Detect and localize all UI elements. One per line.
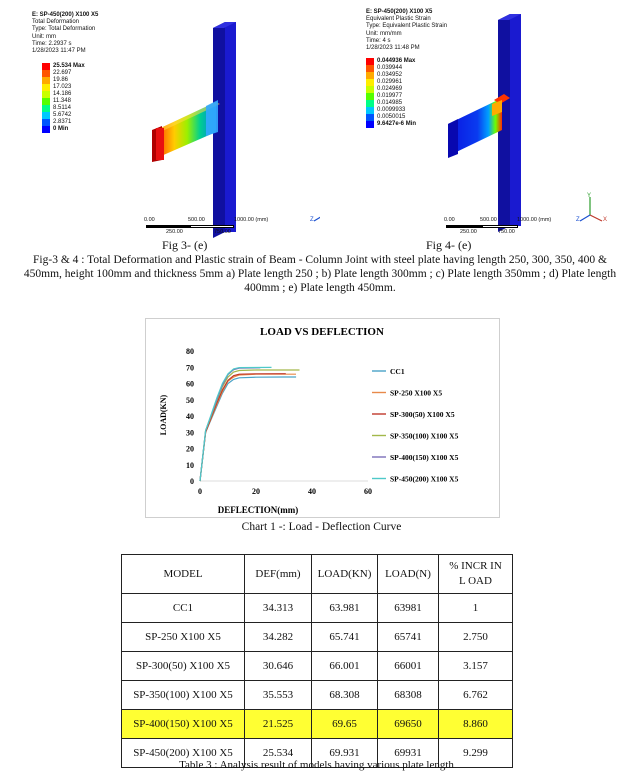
- legend-label: 25.534 Max: [53, 63, 85, 69]
- table-caption: Table 3 : Analysis result of models having various plate length: [179, 759, 454, 771]
- legend-label: 0 Min: [53, 126, 69, 132]
- fig4-header-line: Unit: mm/mm: [366, 30, 402, 37]
- legend-label: 0.014985: [377, 100, 403, 106]
- table-row: [122, 623, 513, 652]
- legend-label: 2.8371: [53, 119, 72, 125]
- series-line: [200, 377, 296, 481]
- legend-label: 0.019977: [377, 93, 403, 99]
- table-header-row: [122, 555, 513, 594]
- legend-entry: SP-250 X100 X5: [390, 388, 443, 398]
- legend-label: 9.6427e-6 Min: [377, 121, 417, 127]
- fig4-header-line: 1/28/2023 11:48 PM: [366, 45, 420, 52]
- table-cell: 65741: [378, 623, 439, 652]
- scale-label: 500.00: [188, 217, 205, 223]
- fig3-header-line: Total Deformation: [32, 19, 80, 26]
- table-cell: 21.525: [245, 710, 312, 739]
- scale-label: 1000.00 (mm): [517, 217, 552, 223]
- fig4-axis-triad-icon: [576, 191, 610, 225]
- table-cell: SP-400(150) X100 X5: [122, 710, 245, 739]
- y-tick-label: 0: [190, 477, 194, 486]
- table-cell: 68.308: [312, 681, 378, 710]
- scale-label: 250.00: [460, 229, 477, 235]
- y-tick-label: 70: [186, 363, 194, 373]
- table-cell: SP-350(100) X100 X5: [122, 681, 245, 710]
- chart-svg: [146, 319, 499, 517]
- legend-label: 0.0050015: [377, 114, 406, 120]
- triad-x-label: X: [603, 217, 608, 223]
- fig4-header-line: Type: Equivalent Plastic Strain: [366, 23, 448, 30]
- legend-entry: SP-400(150) X100 X5: [390, 453, 459, 462]
- fig3-header-line: Type: Total Deformation: [32, 26, 96, 33]
- scale-label: 500.00: [480, 217, 497, 223]
- fig3-header-line: Unit: mm: [32, 33, 56, 40]
- chart-title: LOAD VS DEFLECTION: [260, 326, 384, 338]
- table-cell: 66001: [378, 652, 439, 681]
- scale-label: 750.00: [214, 229, 231, 235]
- table-cell: 69931: [378, 739, 439, 768]
- legend-label: 8.5114: [53, 105, 71, 111]
- fig3-header-line: E: SP-450(200) X100 X5: [32, 12, 99, 18]
- caption-line: 400mm ; e) Plate length 450mm.: [244, 282, 396, 294]
- legend-label: 0.039944: [377, 65, 403, 71]
- legend-label: 19.86: [53, 77, 69, 83]
- triad-z-label: Z: [310, 217, 314, 223]
- table-cell: 35.553: [245, 681, 312, 710]
- triad-z-label: Z: [576, 217, 580, 223]
- series-line: [200, 374, 296, 481]
- y-tick-label: 80: [186, 347, 194, 356]
- fig3-model: [28, 0, 320, 238]
- column-header: % INCR IN L OAD: [439, 555, 513, 594]
- x-tick-label: 20: [252, 487, 260, 496]
- table-cell: 66.001: [312, 652, 378, 681]
- series-line: [200, 370, 300, 481]
- y-tick-label: 20: [186, 444, 194, 454]
- table-cell: 30.646: [245, 652, 312, 681]
- x-tick-label: 40: [308, 487, 316, 496]
- table-cell: 34.313: [245, 594, 312, 623]
- table-cell: 69650: [378, 710, 439, 739]
- fig4-header-line: Time: 4 s: [366, 37, 391, 44]
- fig4-header-line: E: SP-450(200) X100 X5: [366, 9, 433, 15]
- column-header: LOAD(KN): [312, 555, 378, 594]
- column-header: DEF(mm): [245, 555, 312, 594]
- table-cell: 65.741: [312, 623, 378, 652]
- legend-label: 0.0099933: [377, 107, 406, 113]
- fig3-label: Fig 3- (e): [162, 238, 208, 252]
- y-tick-label: 10: [186, 460, 194, 470]
- legend-entry: SP-450(200) X100 X5: [390, 474, 459, 484]
- y-tick-label: 60: [186, 379, 194, 389]
- legend-label: 0.029961: [377, 79, 403, 85]
- table-row: [122, 652, 513, 681]
- column-header: LOAD(N): [378, 555, 439, 594]
- scale-label: 0.00: [444, 217, 455, 223]
- x-tick-label: 60: [364, 487, 372, 496]
- x-axis-label: DEFLECTION(mm): [217, 505, 299, 515]
- table-cell: 63.981: [312, 594, 378, 623]
- column-header: MODEL: [122, 555, 245, 594]
- table-cell: 25.534: [245, 739, 312, 768]
- fig4-label: Fig 4- (e): [426, 238, 472, 252]
- scale-label: 750.00: [498, 229, 515, 235]
- table-cell: 69.931: [312, 739, 378, 768]
- table-cell: SP-300(50) X100 X5: [122, 652, 245, 681]
- table-cell: SP-250 X100 X5: [122, 623, 245, 652]
- triad-y-label: Y: [587, 193, 592, 199]
- results-table: [121, 554, 513, 768]
- series-line: [200, 367, 272, 481]
- legend-label: 0.024969: [377, 86, 403, 92]
- table-row: [122, 681, 513, 710]
- legend-label: 14.186: [53, 91, 72, 97]
- y-tick-label: 40: [186, 412, 194, 421]
- legend-label: 11.348: [53, 98, 71, 104]
- table-row-highlighted: [122, 710, 513, 739]
- fig4-panel: [320, 0, 612, 238]
- fig3-scale: [144, 217, 314, 237]
- table-cell: 69.65: [312, 710, 378, 739]
- legend-label: 17.023: [53, 84, 72, 90]
- legend-label: 0.034952: [377, 72, 403, 78]
- scale-label: 250.00: [166, 229, 183, 235]
- table-cell: 63981: [378, 594, 439, 623]
- table-cell: 34.282: [245, 623, 312, 652]
- table-cell: 1: [439, 594, 513, 623]
- y-tick-label: 50: [186, 395, 194, 405]
- table-cell: 68308: [378, 681, 439, 710]
- x-tick-label: 0: [198, 487, 202, 496]
- load-deflection-chart: [145, 318, 500, 518]
- legend-entry: SP-300(50) X100 X5: [390, 410, 455, 419]
- table-cell: CC1: [122, 594, 245, 623]
- y-axis-label: LOAD(KN): [159, 394, 168, 436]
- scale-label: 0.00: [144, 217, 155, 223]
- figure-caption: [12, 253, 628, 295]
- legend-entry: CC1: [390, 367, 405, 376]
- caption-line: 450mm, height 100mm and thickness 5mm a) Plate length 250 ; b) Plate length 300mm ; c) Plate length 350mm ; d) Plate length: [23, 268, 617, 280]
- caption-line: Fig-3 & 4 : Total Deformation and Plastic strain of Beam - Column Joint with steel plate having length 250, 300, 350, 400 &: [33, 254, 607, 266]
- table-cell: 6.762: [439, 681, 513, 710]
- legend-label: 22.697: [53, 70, 72, 76]
- legend-entry: SP-350(100) X100 X5: [390, 431, 459, 441]
- table-cell: 9.299: [439, 739, 513, 768]
- series-line: [200, 374, 286, 481]
- fig3-header-line: Time: 2.2937 s: [32, 40, 72, 47]
- table-cell: 2.750: [439, 623, 513, 652]
- fig3-panel: [28, 0, 320, 238]
- table-cell: 8.860: [439, 710, 513, 739]
- scale-label: 1000.00 (mm): [234, 217, 269, 223]
- fig4-model: [320, 0, 612, 238]
- legend-label: 5.6742: [53, 112, 72, 118]
- chart-caption: Chart 1 -: Load - Deflection Curve: [241, 521, 402, 533]
- fig3-header-line: 1/28/2023 11:47 PM: [32, 48, 86, 55]
- fig4-header-line: Equivalent Plastic Strain: [366, 16, 431, 23]
- table-cell: 3.157: [439, 652, 513, 681]
- legend-label: 0.044936 Max: [377, 58, 416, 64]
- table-cell: SP-450(200) X100 X5: [122, 739, 245, 768]
- y-tick-label: 30: [186, 428, 194, 438]
- table-row: [122, 594, 513, 623]
